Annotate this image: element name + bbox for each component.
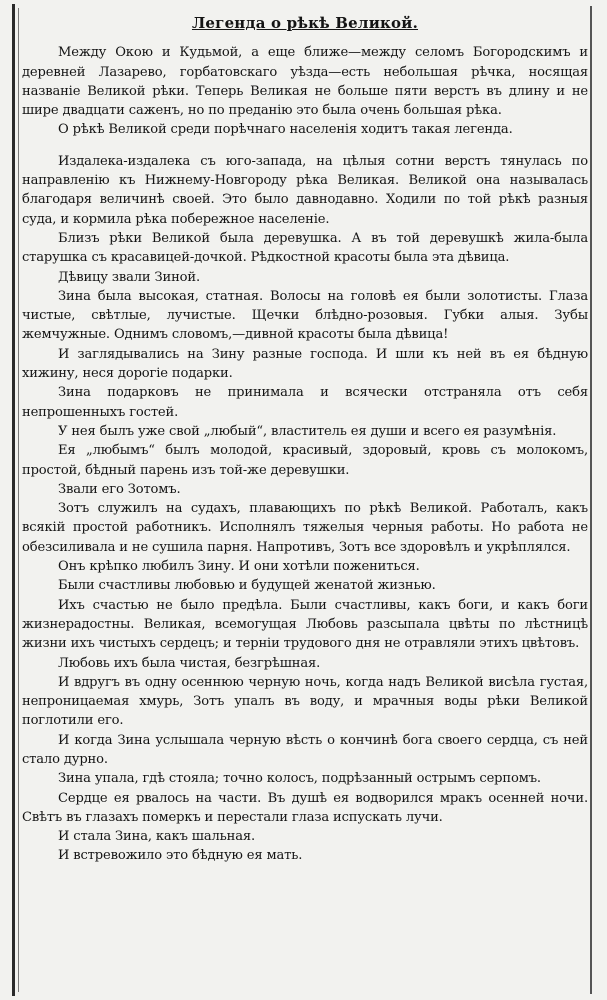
paragraph: Любовь ихъ была чистая, безгрѣшная. [58,655,321,671]
paragraph: Были счастливы любовью и будущей женатой жизнью. [58,578,436,594]
paragraph: У нея былъ уже свой „любый“, властитель ея души и всего ея разумѣнія. [58,423,557,439]
article [22,14,588,866]
paragraph: И заглядывались на Зину разные господа. И шли къ ней въ ея бѣдную хижину, неся дорогіе подарки. [22,346,588,382]
paragraph: Дѣвицу звали Зиной. [58,269,200,285]
paragraph: Зина была высокая, статная. Волосы на головѣ ея были золотисты. Глаза чистые, свѣтлые, лучистые. Щечки блѣдно-розовыя. Губки алыя. Зубы жемчужные. Однимъ словомъ,—дивной красоты была дѣвица! [22,288,588,343]
paragraph: Зотъ служилъ на судахъ, плавающихъ по рѣкѣ Великой. Работалъ, какъ всякій простой работникъ. Исполнялъ тяжелыя черныя работы. Но работа не обезсиливала и не сушила парня. Напротивъ, Зотъ все здоровѣлъ и укрѣплялся. [22,501,588,555]
section-gap [22,140,588,152]
paragraph: Зина упала, гдѣ стояла; точно колосъ, подрѣзанный острымъ серпомъ. [58,771,541,787]
article-title: Легенда о рѣкѣ Великой. [191,14,419,32]
left-scan-edge [12,4,15,996]
paragraph: Ихъ счастью не было предѣла. Были счастливы, какъ боги, и какъ боги жизнерадостны. Великая, всемогущая Любовь разсыпала цвѣты по лѣстницѣ жизни ихъ чистыхъ сердецъ; и терніи трудового дня не отравляли этихъ цвѣтовъ. [22,597,588,652]
paragraph: И когда Зина услышала черную вѣсть о кончинѣ бога своего сердца, съ ней стало дурно. [22,732,588,767]
paragraph: Ея „любымъ“ былъ молодой, красивый, здоровый, кровь съ молокомъ, простой, бѣдный парень изъ той-же деревушки. [22,443,588,478]
paragraph: Сердце ея рвалось на части. Въ душѣ ея водворился мракъ осенней ночи. Свѣтъ въ глазахъ померкъ и перестали глаза испускать лучи. [22,790,588,825]
paragraph: Издалека-издалека съ юго-запада, на цѣлыя сотни верстъ тянулась по направленію къ Нижнему-Новгороду рѣка Великая. Великой она называлась благодаря величинѣ своей. Это было давнодавно. Ходили по той рѣкѣ разныя суда, и кормила рѣка побережное населеніе. [22,153,588,227]
paragraph: О рѣкѣ Великой среди порѣчнаго населенія ходитъ такая легенда. [58,122,513,138]
paragraph: Зина подарковъ не принимала и всячески отстраняла отъ себя непрошенныхъ гостей. [22,385,588,420]
paragraph: Близъ рѣки Великой была деревушка. А въ той деревушкѣ жила-была старушка съ красавицей-дочкой. Рѣдкостной красоты была эта дѣвица. [22,230,588,266]
intro-section [22,43,588,139]
paragraph: Звали его Зотомъ. [58,481,181,497]
paragraph: И стала Зина, какъ шальная. [58,829,255,845]
story-section [22,152,588,866]
paragraph: И вдругъ въ одну осеннюю черную ночь, когда надъ Великой висѣла густая, непроницаемая хмурь, Зотъ упалъ въ воду, и мрачныя воды рѣки Великой поглотили его. [22,674,588,729]
left-scan-edge-inner [18,8,19,992]
paragraph: И встревожило это бѣдную ея мать. [58,848,303,864]
paragraph: Онъ крѣпко любилъ Зину. И они хотѣли пожениться. [58,559,420,575]
right-scan-edge [590,6,592,994]
paragraph: Между Окою и Кудьмой, а еще ближе—между селомъ Богородскимъ и деревней Лазарево, горбатовскаго уѣзда—есть небольшая рѣчка, носящая названіе Великой рѣки. Теперь Великая не больше пяти верстъ въ длину и не шире двадцати саженъ, но по преданію это была очень большая рѣка. [22,45,588,119]
